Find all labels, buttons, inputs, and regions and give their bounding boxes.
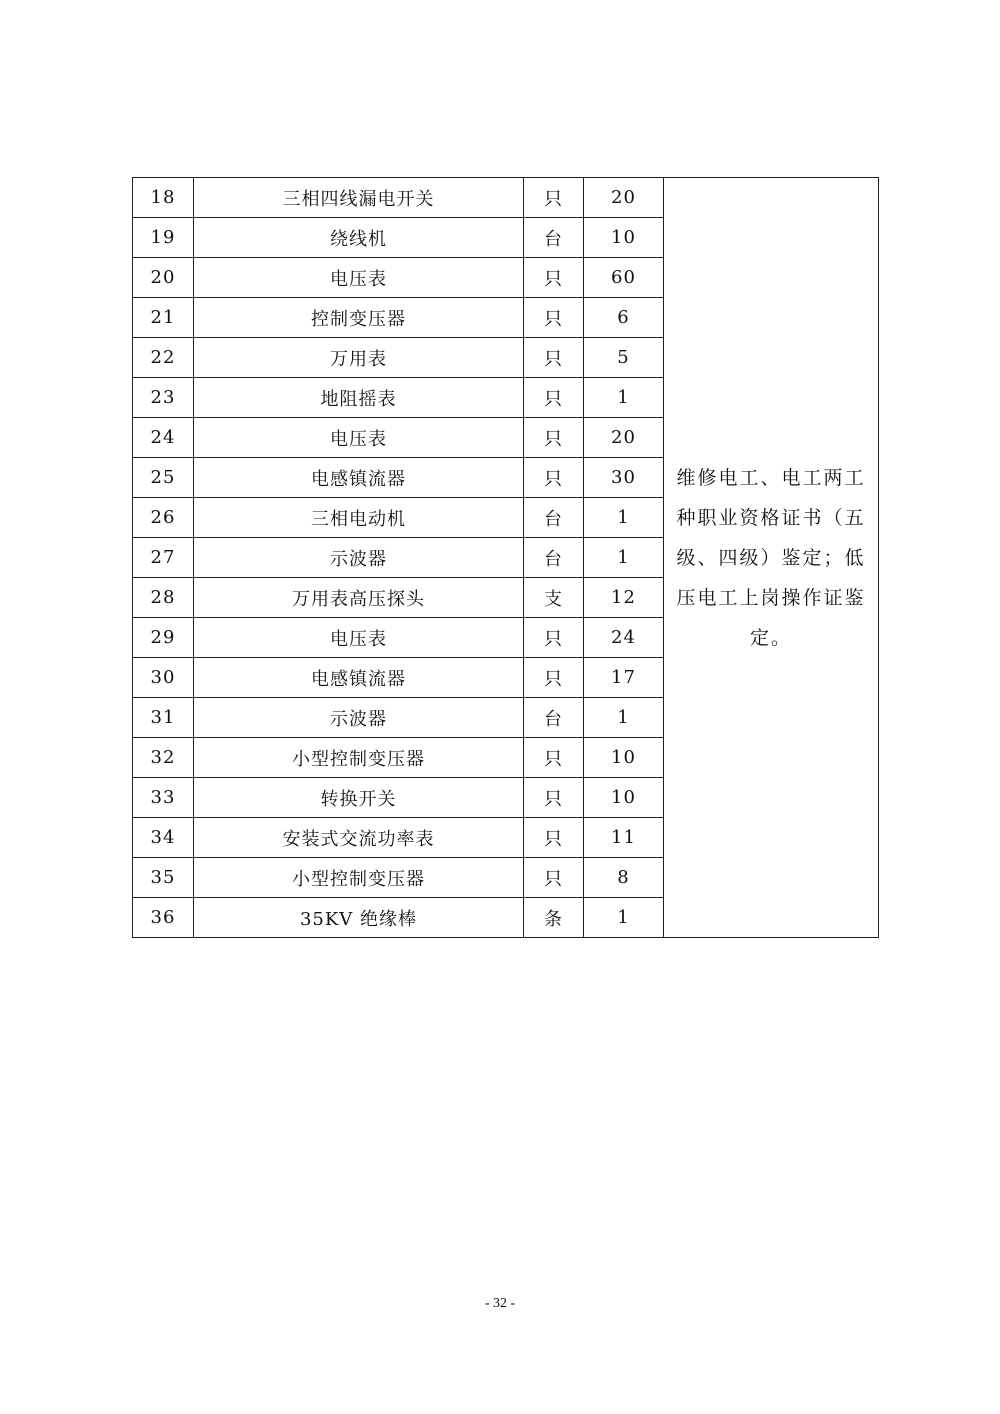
item-name-cell: 三相电动机 — [194, 498, 524, 538]
table-body — [133, 178, 879, 938]
quantity-cell: 60 — [584, 258, 664, 298]
equipment-table — [132, 177, 879, 938]
item-name-cell: 安装式交流功率表 — [194, 818, 524, 858]
unit-cell: 只 — [524, 858, 584, 898]
unit-cell: 只 — [524, 818, 584, 858]
quantity-cell: 12 — [584, 578, 664, 618]
unit-cell: 条 — [524, 898, 584, 938]
row-number-cell: 23 — [133, 378, 194, 418]
quantity-cell: 1 — [584, 538, 664, 578]
table-row — [133, 178, 879, 218]
item-name-cell: 小型控制变压器 — [194, 738, 524, 778]
item-name-cell: 转换开关 — [194, 778, 524, 818]
unit-cell: 只 — [524, 378, 584, 418]
quantity-cell: 10 — [584, 738, 664, 778]
row-number-cell: 33 — [133, 778, 194, 818]
unit-cell: 只 — [524, 298, 584, 338]
row-number-cell: 29 — [133, 618, 194, 658]
remark-cell: 维修电工、电工两工种职业资格证书（五级、四级）鉴定；低压电工上岗操作证鉴定。 — [664, 178, 879, 938]
item-name-cell: 小型控制变压器 — [194, 858, 524, 898]
quantity-cell: 1 — [584, 378, 664, 418]
unit-cell: 台 — [524, 698, 584, 738]
unit-cell: 只 — [524, 458, 584, 498]
quantity-cell: 20 — [584, 178, 664, 218]
unit-cell: 台 — [524, 218, 584, 258]
item-name-cell: 电压表 — [194, 618, 524, 658]
row-number-cell: 30 — [133, 658, 194, 698]
item-name-cell: 电感镇流器 — [194, 458, 524, 498]
item-name-cell: 三相四线漏电开关 — [194, 178, 524, 218]
item-name-cell: 35KV 绝缘棒 — [194, 898, 524, 938]
unit-cell: 只 — [524, 618, 584, 658]
row-number-cell: 21 — [133, 298, 194, 338]
row-number-cell: 32 — [133, 738, 194, 778]
unit-cell: 只 — [524, 338, 584, 378]
row-number-cell: 26 — [133, 498, 194, 538]
unit-cell: 台 — [524, 538, 584, 578]
unit-cell: 只 — [524, 738, 584, 778]
row-number-cell: 31 — [133, 698, 194, 738]
row-number-cell: 35 — [133, 858, 194, 898]
row-number-cell: 28 — [133, 578, 194, 618]
row-number-cell: 18 — [133, 178, 194, 218]
row-number-cell: 34 — [133, 818, 194, 858]
unit-cell: 台 — [524, 498, 584, 538]
quantity-cell: 10 — [584, 778, 664, 818]
quantity-cell: 30 — [584, 458, 664, 498]
item-name-cell: 万用表 — [194, 338, 524, 378]
item-name-cell: 电压表 — [194, 418, 524, 458]
quantity-cell: 17 — [584, 658, 664, 698]
item-name-cell: 控制变压器 — [194, 298, 524, 338]
row-number-cell: 25 — [133, 458, 194, 498]
unit-cell: 支 — [524, 578, 584, 618]
unit-cell: 只 — [524, 778, 584, 818]
row-number-cell: 19 — [133, 218, 194, 258]
unit-cell: 只 — [524, 418, 584, 458]
item-name-cell: 电压表 — [194, 258, 524, 298]
quantity-cell: 6 — [584, 298, 664, 338]
quantity-cell: 8 — [584, 858, 664, 898]
row-number-cell: 36 — [133, 898, 194, 938]
unit-cell: 只 — [524, 178, 584, 218]
quantity-cell: 1 — [584, 698, 664, 738]
row-number-cell: 22 — [133, 338, 194, 378]
item-name-cell: 示波器 — [194, 698, 524, 738]
quantity-cell: 24 — [584, 618, 664, 658]
item-name-cell: 绕线机 — [194, 218, 524, 258]
item-name-cell: 万用表高压探头 — [194, 578, 524, 618]
quantity-cell: 10 — [584, 218, 664, 258]
quantity-cell: 20 — [584, 418, 664, 458]
item-name-cell: 地阻摇表 — [194, 378, 524, 418]
row-number-cell: 27 — [133, 538, 194, 578]
item-name-cell: 示波器 — [194, 538, 524, 578]
unit-cell: 只 — [524, 658, 584, 698]
unit-cell: 只 — [524, 258, 584, 298]
row-number-cell: 24 — [133, 418, 194, 458]
quantity-cell: 11 — [584, 818, 664, 858]
item-name-cell: 电感镇流器 — [194, 658, 524, 698]
page-number: - 32 - — [484, 1296, 516, 1311]
quantity-cell: 1 — [584, 498, 664, 538]
quantity-cell: 5 — [584, 338, 664, 378]
quantity-cell: 1 — [584, 898, 664, 938]
row-number-cell: 20 — [133, 258, 194, 298]
